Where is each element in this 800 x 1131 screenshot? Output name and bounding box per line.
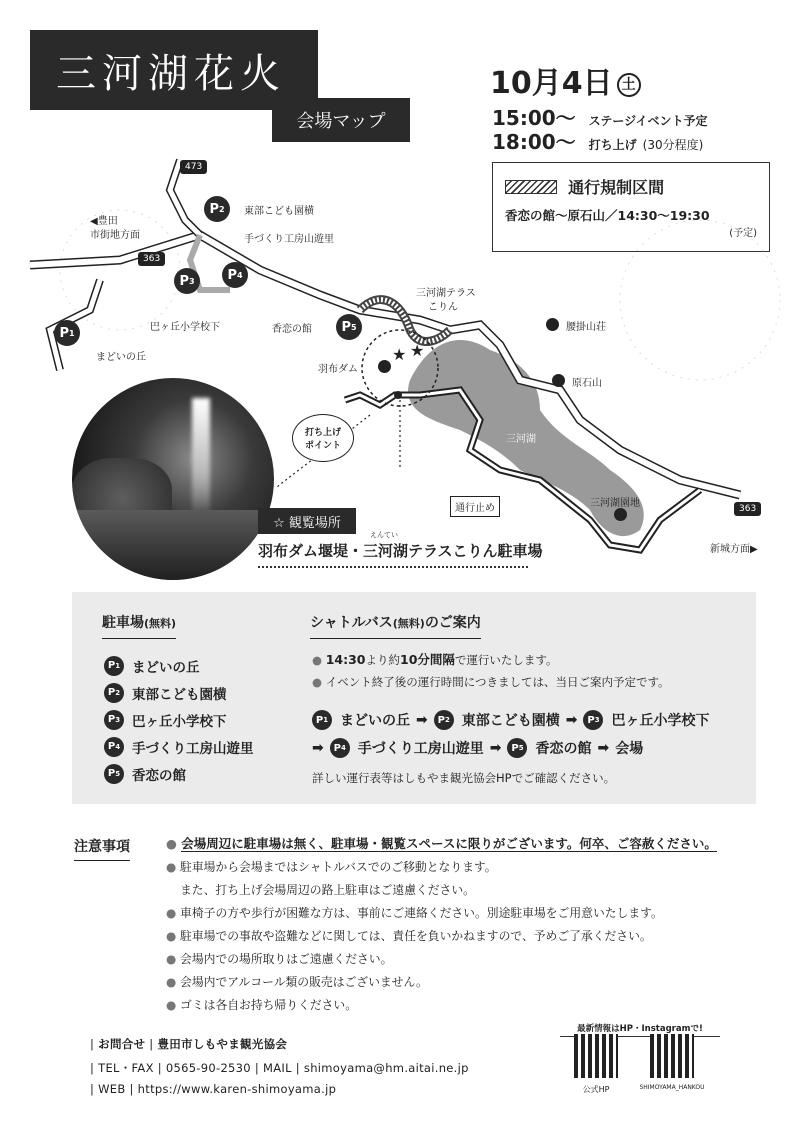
parking-pin-icon: P 1 [312, 710, 332, 730]
parking-pin-icon: P 5 [104, 764, 124, 784]
map-label-p2: 東部こども園横 [244, 206, 314, 217]
parking-pin-p1: P 1 [54, 320, 80, 346]
schedule-time: 18:00〜 [492, 130, 576, 154]
list-item [104, 679, 254, 706]
map-label-p1: まどいの丘 [96, 352, 146, 363]
list-item [104, 652, 254, 679]
toyota-direction-2: 市街地方面 [90, 230, 140, 241]
fireworks-photo [70, 376, 276, 582]
date-text: 10月4日 [490, 66, 613, 101]
org-name: 豊田市しもやま観光協会 [157, 1037, 288, 1051]
route-badge: 363 [734, 502, 761, 516]
parking-label: 香恋の館 [132, 767, 186, 784]
note-text: 駐車場から会場まではシャトルバスでのご移動となります。 [180, 860, 497, 874]
tel-label: TEL・FAX [98, 1061, 154, 1075]
shuttle-footer: 詳しい運行表等はしもやま観光協会HPでご確認ください。 [312, 771, 616, 785]
viewing-area-name: 羽布ダム堰堤・三河湖テラスこりん駐車場 [258, 542, 543, 560]
shuttle-interval: 10分間隔 [400, 652, 455, 667]
weekday-badge: 土 [617, 73, 641, 97]
park-marker [614, 508, 627, 521]
koshikake-marker [546, 318, 559, 331]
note-text: ゴミは各自お持ち帰りください。 [180, 998, 358, 1012]
shuttle-note-text: より約 [365, 653, 400, 667]
instagram-qr-label: SHIMOYAMA_HANKOU [639, 1084, 705, 1091]
list-item [166, 880, 717, 903]
arrow-right-icon: ➡ [312, 740, 324, 756]
route-stop: 香恋の館 [535, 741, 592, 757]
parking-label: 手づくり工房山遊里 [132, 740, 254, 757]
viewing-underline [258, 566, 528, 568]
note-text: 駐車場での事故や盗難などに関しては、責任を負いかねますので、予めご了承ください。 [180, 929, 652, 943]
star-icon: ★ [392, 345, 407, 364]
parking-pin-p5: P 5 [336, 314, 362, 340]
qr-heading: 最新情報はHP・Instagramで! [560, 1022, 720, 1037]
map-label-p4: 手づくり工房山遊里 [244, 234, 334, 245]
parking-pin-icon: P 2 [104, 683, 124, 703]
shuttle-route-line-1 [312, 710, 709, 730]
shuttle-start-time: 14:30 [325, 652, 366, 667]
route-badge: 473 [180, 160, 207, 174]
arrow-right-icon: ➡ [565, 712, 578, 728]
regulation-note: (予定) [729, 228, 757, 239]
parking-label: 東部こども園横 [132, 686, 227, 703]
list-item: ● 車椅子の方や歩行が困難な方は、事前にご連絡ください。別途駐車場をご用意いたします。 [166, 906, 663, 920]
map-label-p5: 香恋の館 [272, 324, 312, 335]
regulation-detail: 香恋の館〜原石山／14:30〜19:30 [505, 208, 710, 223]
map-label-dam: 羽布ダム [318, 364, 358, 375]
note-text: 会場周辺に駐車場は無く、駐車場・観覧スペースに限りがございます。何卒、ご容赦ください。 [181, 836, 717, 851]
route-badge: 363 [138, 252, 165, 266]
launch-label: 打ち上げ [304, 428, 341, 438]
web-link[interactable]: https://www.karen-shimoyama.jp [137, 1082, 337, 1096]
shuttle-note-interval: ● 14:30より約10分間隔で運行いたします。 [312, 652, 558, 667]
route-stop: まどいの丘 [340, 713, 410, 729]
shuttle-heading-tail: のご案内 [424, 615, 481, 631]
note-text: また、打ち上げ会場周辺の路上駐車はご遠慮ください。 [180, 883, 475, 897]
launch-point-marker [394, 391, 402, 399]
list-item: ● 会場内でアルコール類の販売はございません。 [166, 975, 428, 989]
shuttle-heading [310, 612, 481, 639]
map-label-koshikake: 腰掛山荘 [566, 322, 606, 333]
notes-heading: 注意事項 [74, 836, 130, 861]
shuttle-route-line-2 [312, 738, 643, 758]
mail-label: MAIL [263, 1061, 292, 1075]
mail-address[interactable]: shimoyama@hm.aitai.ne.jp [303, 1061, 469, 1075]
schedule-note: (30分程度) [642, 138, 704, 152]
parking-pin-p3: P 3 [174, 268, 200, 294]
map-subtitle: 会場マップ [272, 98, 410, 142]
list-item: ● ゴミは各自お持ち帰りください。 [166, 998, 358, 1012]
road-closed-label: 通行止め [450, 496, 500, 517]
map-label-terrace-2: こりん [428, 302, 458, 313]
dam-marker [378, 360, 391, 373]
star-icon: ★ [410, 341, 425, 360]
tel-number: 0565-90-2530 [165, 1061, 251, 1075]
arrow-right-icon: ➡ [416, 712, 428, 728]
parking-pin-icon: P 4 [330, 738, 350, 758]
map-label-lake: 三河湖 [506, 434, 536, 445]
viewing-ruby: えんてい [370, 531, 398, 539]
launch-point-bubble [292, 414, 354, 462]
parking-pin-icon: P 3 [583, 710, 603, 730]
parking-pin-icon: P 1 [104, 656, 124, 676]
shuttle-note-text: イベント終了後の運行時間につきましては、当日ご案内予定です。 [325, 675, 670, 689]
arrow-right-icon: ➡ [597, 740, 610, 756]
schedule-time: 15:00〜 [492, 106, 576, 130]
haraishi-marker [552, 374, 565, 387]
shinshiro-direction: 新城方面▶ [710, 544, 758, 555]
parking-label: 巴ヶ丘小学校下 [132, 713, 227, 730]
arrow-right-icon: ➡ [489, 740, 502, 756]
viewing-area-tag: ☆ 観覧場所 [258, 508, 356, 534]
event-title: 三河湖花火 [30, 30, 318, 110]
map-label-haraishi: 原石山 [572, 378, 602, 389]
list-item [104, 760, 254, 787]
map-label-terrace: 三河湖テラス [416, 288, 476, 299]
notes-list [166, 834, 717, 1018]
shuttle-note-text: で運行いたします。 [454, 653, 558, 667]
shuttle-heading-note: (無料) [392, 617, 425, 630]
hp-qr-code[interactable] [574, 1034, 618, 1078]
route-stop: 巴ヶ丘小学校下 [611, 713, 710, 729]
web-label: WEB [98, 1082, 126, 1096]
parking-pin-icon: P 5 [507, 738, 527, 758]
list-item [104, 706, 254, 733]
route-stop: 東部こども園横 [461, 713, 560, 729]
instagram-qr-code[interactable] [650, 1034, 694, 1078]
list-item [104, 733, 254, 760]
parking-heading-note: (無料) [144, 617, 177, 630]
hp-qr-label: 公式HP [582, 1085, 610, 1094]
contact-inquiry: | お問合せ | 豊田市しもやま観光協会 [90, 1037, 288, 1051]
note-text: 会場内でアルコール類の販売はございません。 [180, 975, 428, 989]
note-text: 車椅子の方や歩行が困難な方は、事前にご連絡ください。別途駐車場をご用意いたします。 [180, 906, 663, 920]
parking-heading-text: 駐車場 [102, 615, 144, 631]
launch-label-2: ポイント [304, 441, 341, 451]
parking-pin-icon: P 4 [104, 737, 124, 757]
list-item: ● 駐車場から会場まではシャトルバスでのご移動となります。 [166, 860, 497, 874]
parking-heading [102, 612, 176, 639]
parking-label: まどいの丘 [132, 659, 200, 676]
list-item: ● 駐車場での事故や盗難などに関しては、責任を負いかねますので、予めご了承ください。 [166, 929, 652, 943]
map-label-p3: 巴ヶ丘小学校下 [150, 322, 220, 333]
parking-pin-p4: P 4 [222, 262, 248, 288]
shuttle-note-return: ● イベント終了後の運行時間につきましては、当日ご案内予定です。 [312, 675, 670, 689]
list-item: ● 会場周辺に駐車場は無く、駐車場・観覧スペースに限りがございます。何卒、ご容赦ください。 [166, 836, 717, 851]
note-text: 会場内での場所取りはご遠慮ください。 [180, 952, 393, 966]
event-date [490, 58, 641, 102]
regulation-title: 通行規制区間 [568, 178, 665, 197]
parking-pin-p2: P 2 [204, 196, 230, 222]
route-stop: 手づくり工房山遊里 [357, 741, 484, 757]
parking-list [104, 652, 254, 787]
schedule-label: ステージイベント予定 [588, 114, 708, 128]
parking-pin-icon: P 2 [434, 710, 454, 730]
parking-pin-icon: P 3 [104, 710, 124, 730]
inquiry-label: お問合せ [98, 1037, 146, 1051]
list-item: ● 会場内での場所取りはご遠慮ください。 [166, 952, 393, 966]
schedule-label: 打ち上げ [588, 138, 637, 152]
contact-web: | WEB | https://www.karen-shimoyama.jp [90, 1082, 337, 1096]
shuttle-heading-text: シャトルバス [310, 615, 393, 631]
map-label-park: 三河湖園地 [590, 498, 640, 509]
contact-phone-mail: | TEL・FAX | 0565-90-2530 | MAIL | shimoyama@hm.aitai.ne.jp [90, 1061, 469, 1075]
route-stop: 会場 [615, 741, 644, 757]
toyota-direction: ◀豊田 [90, 216, 118, 227]
